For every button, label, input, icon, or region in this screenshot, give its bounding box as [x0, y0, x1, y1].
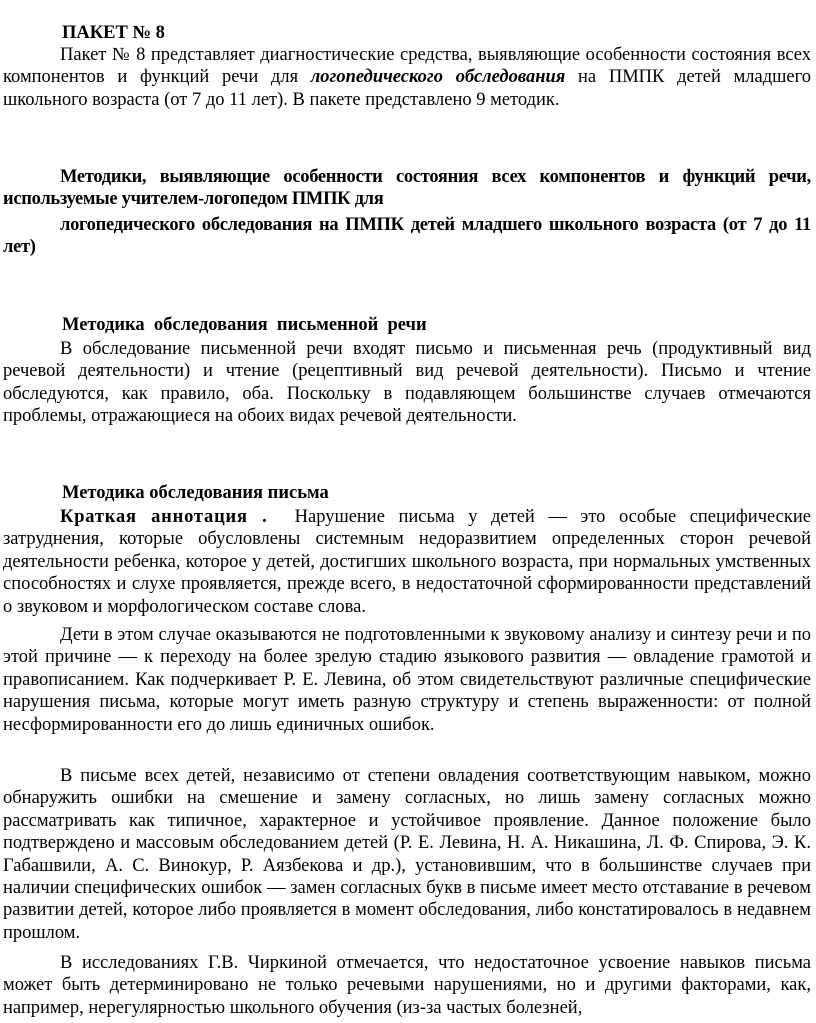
- annotation-label: Краткая аннотация .: [60, 507, 268, 527]
- packet-intro-text-end: на ПМПК детей младшего школьного возраста (от 7 до 11 лет). В пакете представлено 9 методик.: [3, 67, 811, 110]
- methods-heading-line1: Методики, выявляющие особенности состояния всех компонентов и функций речи, используемые учителем-логопедом ПМПК для: [3, 167, 811, 210]
- packet-intro-text: Пакет № 8 представляет диагностические средства, выявляющие особенности состояния всех компонентов и функций речи для: [3, 45, 811, 88]
- writing-paragraph-4: В исследованиях Г.В. Чиркиной отмечается, что недостаточное усвоение навыков письма может быть детерминировано не только речевыми нарушениями, но и другими факторами, как, например, нерегулярностью школьного обучения (из-за частых болезней,: [3, 953, 811, 1018]
- methods-heading-line2: логопедического обследования на ПМПК детей младшего школьного возраста (от 7 до 11 лет): [3, 215, 811, 258]
- packet-intro: [3, 44, 811, 111]
- written-speech-paragraph: В обследование письменной речи входят письмо и письменная речь (продуктивный вид речевой деятельности) и чтение (рецептивный вид речевой деятельности). Письмо и чтение обследуются, как правило, оба. Поскольку в подавляющем большинстве случаев отмечаются проблемы, отражающиеся на обоих видах речевой деятельности.: [3, 339, 811, 427]
- packet-intro-emphasis: логопедического обследования: [310, 67, 566, 88]
- writing-paragraph-3: В письме всех детей, независимо от степени овладения соответствующим навыком, можно обнаружить ошибки на смешение и замену согласных, но лишь замену согласных можно рассматривать как типичное, характерное и устойчивое проявление. Данное положение было подтверждено и массовым обследованием детей (Р. Е. Левина, Н. А. Никашина, Л. Ф. Спирова, Э. К. Габашвили, А. С. Винокур, Р. Аязбекова и др.), установившим, что в большинстве случаев при наличии специфических ошибок — замен согласных букв в письме имеет место отставание в речевом развитии детей, которое либо проявляется в момент обследования, либо констатировалось в недавнем прошлом.: [3, 766, 811, 943]
- writing-annotation-paragraph: [3, 506, 816, 618]
- writing-paragraph-2: Дети в этом случае оказываются не подготовленными к звуковому анализу и синтезу речи и по этой причине — к переходу на более зрелую стадию языкового развития — овладение грамотой и правописанием. Как подчеркивает Р. Е. Левина, об этом свидетельствуют различные специфические нарушения письма, которые могут иметь разную структуру и степень выраженности: от полной несформированности его до лишь единичных ошибок.: [3, 625, 811, 735]
- written-speech-title: Методика обследования письменной речи: [62, 315, 427, 335]
- writing-title: Методика обследования письма: [62, 483, 329, 503]
- packet-title: ПАКЕТ № 8: [62, 23, 165, 43]
- annotation-text: Нарушение письма у детей — это особые специфические затруднения, которые обусловлены системным недоразвитием определенных сторон речевой деятельности ребенка, которое у детей, достигших школьного возраста, при нормальных умственных способностях и слухе проявляется, прежде всего, в недостаточной сформированности представлений о звуковом и морфологическом составе слова.: [3, 507, 816, 617]
